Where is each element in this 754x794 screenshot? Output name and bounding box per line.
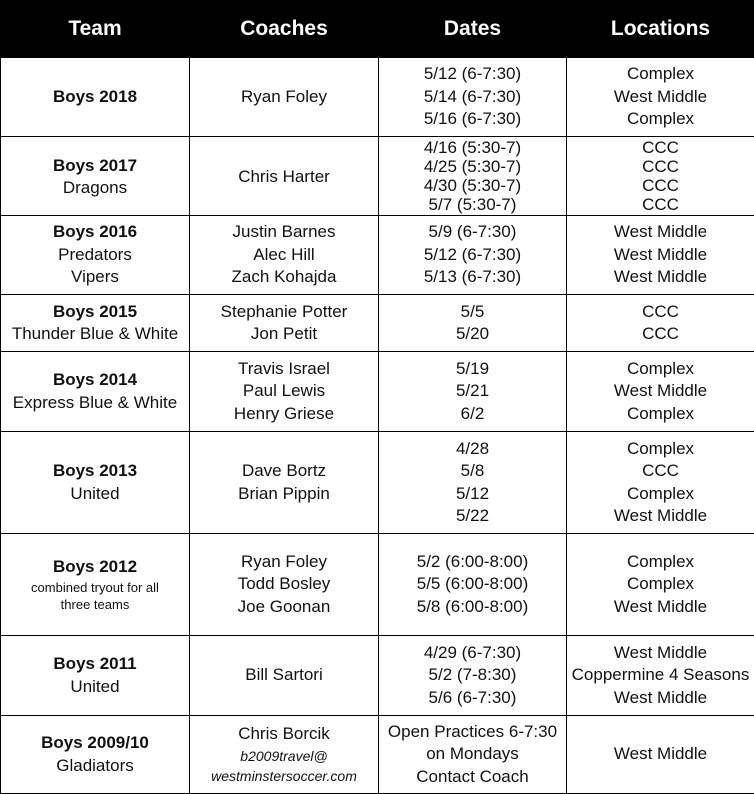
locations-cell — [567, 534, 754, 636]
team-subname: United — [70, 483, 120, 503]
coach-name: Chris Borcik — [238, 724, 330, 744]
table-row — [1, 636, 754, 716]
coaches-cell — [190, 352, 379, 432]
team-name: Boys 2012 — [52, 557, 138, 577]
table-row — [1, 432, 754, 534]
coach-name: Brian Pippin — [238, 483, 330, 503]
team-subname: Gladiators — [56, 755, 134, 775]
dates-cell — [379, 295, 567, 352]
date-entry: 5/7 (5:30-7) — [428, 195, 517, 214]
team-name: Boys 2015 — [52, 301, 138, 321]
header-row — [1, 1, 754, 58]
date-entry: 6/2 — [460, 403, 485, 423]
date-entry: Contact Coach — [416, 766, 529, 786]
location-entry: Coppermine 4 Seasons — [571, 665, 750, 685]
location-entry: Complex — [626, 64, 695, 84]
team-name: Boys 2014 — [52, 370, 138, 389]
coach-name: Ryan Foley — [241, 86, 327, 106]
location-entry: CCC — [642, 324, 679, 343]
coach-email: westminstersoccer.com — [211, 767, 357, 784]
locations-cell — [567, 636, 754, 716]
date-entry: 5/2 (7-8:30) — [428, 665, 517, 685]
date-entry: 5/5 — [460, 301, 485, 321]
dates-cell — [379, 137, 567, 216]
table-row — [1, 716, 754, 794]
table-row — [1, 295, 754, 352]
team-name: Boys 2013 — [52, 461, 138, 480]
location-entry: West Middle — [613, 596, 708, 616]
date-entry: 4/28 — [455, 438, 490, 458]
team-name: Boys 2011 — [53, 654, 137, 673]
coach-name: Zach Kohajda — [231, 267, 337, 287]
location-entry: Complex — [626, 551, 695, 571]
team-cell — [1, 636, 190, 716]
dates-cell — [379, 58, 567, 137]
team-cell — [1, 216, 190, 295]
location-entry: West Middle — [613, 267, 708, 287]
date-entry: 5/5 (6:00-8:00) — [416, 574, 529, 594]
header-locations: Locations — [567, 1, 754, 58]
coach-name: Jon Petit — [250, 324, 318, 343]
date-entry: 5/8 — [460, 461, 485, 480]
date-entry: 4/25 (5:30-7) — [423, 157, 522, 176]
coaches-cell — [190, 137, 379, 216]
team-note: three teams — [60, 596, 130, 612]
coach-email: b2009travel@ — [240, 747, 328, 764]
coach-name: Bill Sartori — [245, 665, 323, 685]
team-cell — [1, 534, 190, 636]
dates-cell — [379, 534, 567, 636]
location-entry: West Middle — [613, 506, 708, 525]
team-subname: Vipers — [71, 267, 119, 287]
date-entry: 5/12 — [455, 483, 490, 503]
coaches-cell — [190, 636, 379, 716]
coach-name: Todd Bosley — [237, 574, 331, 594]
coach-name: Joe Goonan — [237, 596, 331, 616]
team-cell — [1, 58, 190, 137]
team-name: Boys 2017 — [52, 156, 138, 176]
location-entry: CCC — [642, 195, 679, 214]
coaches-cell — [190, 432, 379, 534]
dates-cell — [379, 716, 567, 794]
location-entry: CCC — [642, 176, 679, 195]
location-entry: Complex — [626, 438, 695, 458]
location-entry: Complex — [626, 403, 695, 423]
location-entry: CCC — [642, 157, 679, 176]
location-entry: West Middle — [613, 744, 708, 764]
coach-name: Paul Lewis — [242, 381, 326, 401]
coaches-cell — [190, 216, 379, 295]
date-entry: 5/12 (6-7:30) — [423, 244, 522, 264]
dates-cell — [379, 432, 567, 534]
date-entry: 5/8 (6:00-8:00) — [416, 596, 529, 616]
team-name: Boys 2016 — [52, 222, 138, 242]
table-row — [1, 137, 754, 216]
date-entry: 4/16 (5:30-7) — [423, 138, 522, 157]
dates-cell — [379, 216, 567, 295]
date-entry: 5/6 (6-7:30) — [428, 687, 517, 707]
table-row — [1, 352, 754, 432]
coaches-cell — [190, 58, 379, 137]
team-cell — [1, 716, 190, 794]
coaches-cell — [190, 534, 379, 636]
team-subname: United — [70, 676, 120, 696]
coach-name: Justin Barnes — [232, 222, 336, 242]
header-dates: Dates — [379, 1, 567, 58]
date-entry: 4/30 (5:30-7) — [423, 176, 522, 195]
locations-cell — [567, 137, 754, 216]
team-subname: Express Blue & White — [12, 392, 178, 412]
date-entry: 5/21 — [455, 381, 490, 401]
locations-cell — [567, 216, 754, 295]
team-cell — [1, 137, 190, 216]
header-coaches: Coaches — [190, 1, 379, 58]
location-entry: West Middle — [613, 642, 708, 662]
location-entry: CCC — [642, 138, 679, 157]
table-row — [1, 534, 754, 636]
date-entry: 5/22 — [455, 506, 490, 525]
location-entry: West Middle — [613, 222, 708, 242]
coach-name: Travis Israel — [238, 358, 330, 378]
date-entry: 5/9 (6-7:30) — [428, 222, 517, 242]
location-entry: West Middle — [613, 687, 708, 707]
dates-cell — [379, 636, 567, 716]
team-name: Boys 2018 — [52, 86, 138, 106]
date-entry: 5/19 — [455, 358, 490, 378]
coach-name: Chris Harter — [238, 166, 330, 186]
coach-name: Stephanie Potter — [220, 301, 348, 321]
team-cell — [1, 432, 190, 534]
location-entry: Complex — [626, 109, 695, 129]
locations-cell — [567, 58, 754, 137]
coaches-cell — [190, 295, 379, 352]
coach-name: Alec Hill — [253, 244, 315, 264]
team-cell — [1, 295, 190, 352]
date-entry: 5/16 (6-7:30) — [423, 109, 522, 129]
date-entry: 4/29 (6-7:30) — [423, 642, 522, 662]
location-entry: Complex — [626, 358, 695, 378]
location-entry: West Middle — [613, 244, 708, 264]
team-subname: Thunder Blue & White — [11, 324, 179, 343]
coach-name: Dave Bortz — [241, 461, 327, 480]
table-row — [1, 216, 754, 295]
coaches-cell — [190, 716, 379, 794]
team-subname: Dragons — [62, 177, 128, 197]
location-entry: West Middle — [613, 381, 708, 401]
team-subname: Predators — [58, 244, 132, 264]
team-note: combined tryout for all — [31, 579, 159, 595]
locations-cell — [567, 295, 754, 352]
date-entry: 5/13 (6-7:30) — [423, 267, 522, 287]
locations-cell — [567, 352, 754, 432]
header-team: Team — [1, 1, 190, 58]
location-entry: CCC — [642, 301, 679, 321]
date-entry: Open Practices 6-7:30 — [387, 721, 558, 741]
location-entry: West Middle — [613, 86, 708, 106]
team-name: Boys 2009/10 — [41, 733, 149, 752]
date-entry: 5/12 (6-7:30) — [423, 64, 522, 84]
location-entry: Complex — [626, 483, 695, 503]
date-entry: 5/2 (6:00-8:00) — [416, 551, 529, 571]
dates-cell — [379, 352, 567, 432]
date-entry: on Mondays — [426, 744, 519, 764]
date-entry: 5/20 — [455, 324, 490, 343]
location-entry: Complex — [626, 574, 695, 594]
table-body — [1, 58, 754, 794]
locations-cell — [567, 432, 754, 534]
coach-name: Ryan Foley — [241, 551, 327, 571]
location-entry: CCC — [642, 461, 679, 480]
coach-name: Henry Griese — [233, 403, 335, 423]
date-entry: 5/14 (6-7:30) — [423, 86, 522, 106]
locations-cell — [567, 716, 754, 794]
team-cell — [1, 352, 190, 432]
table-row — [1, 58, 754, 137]
